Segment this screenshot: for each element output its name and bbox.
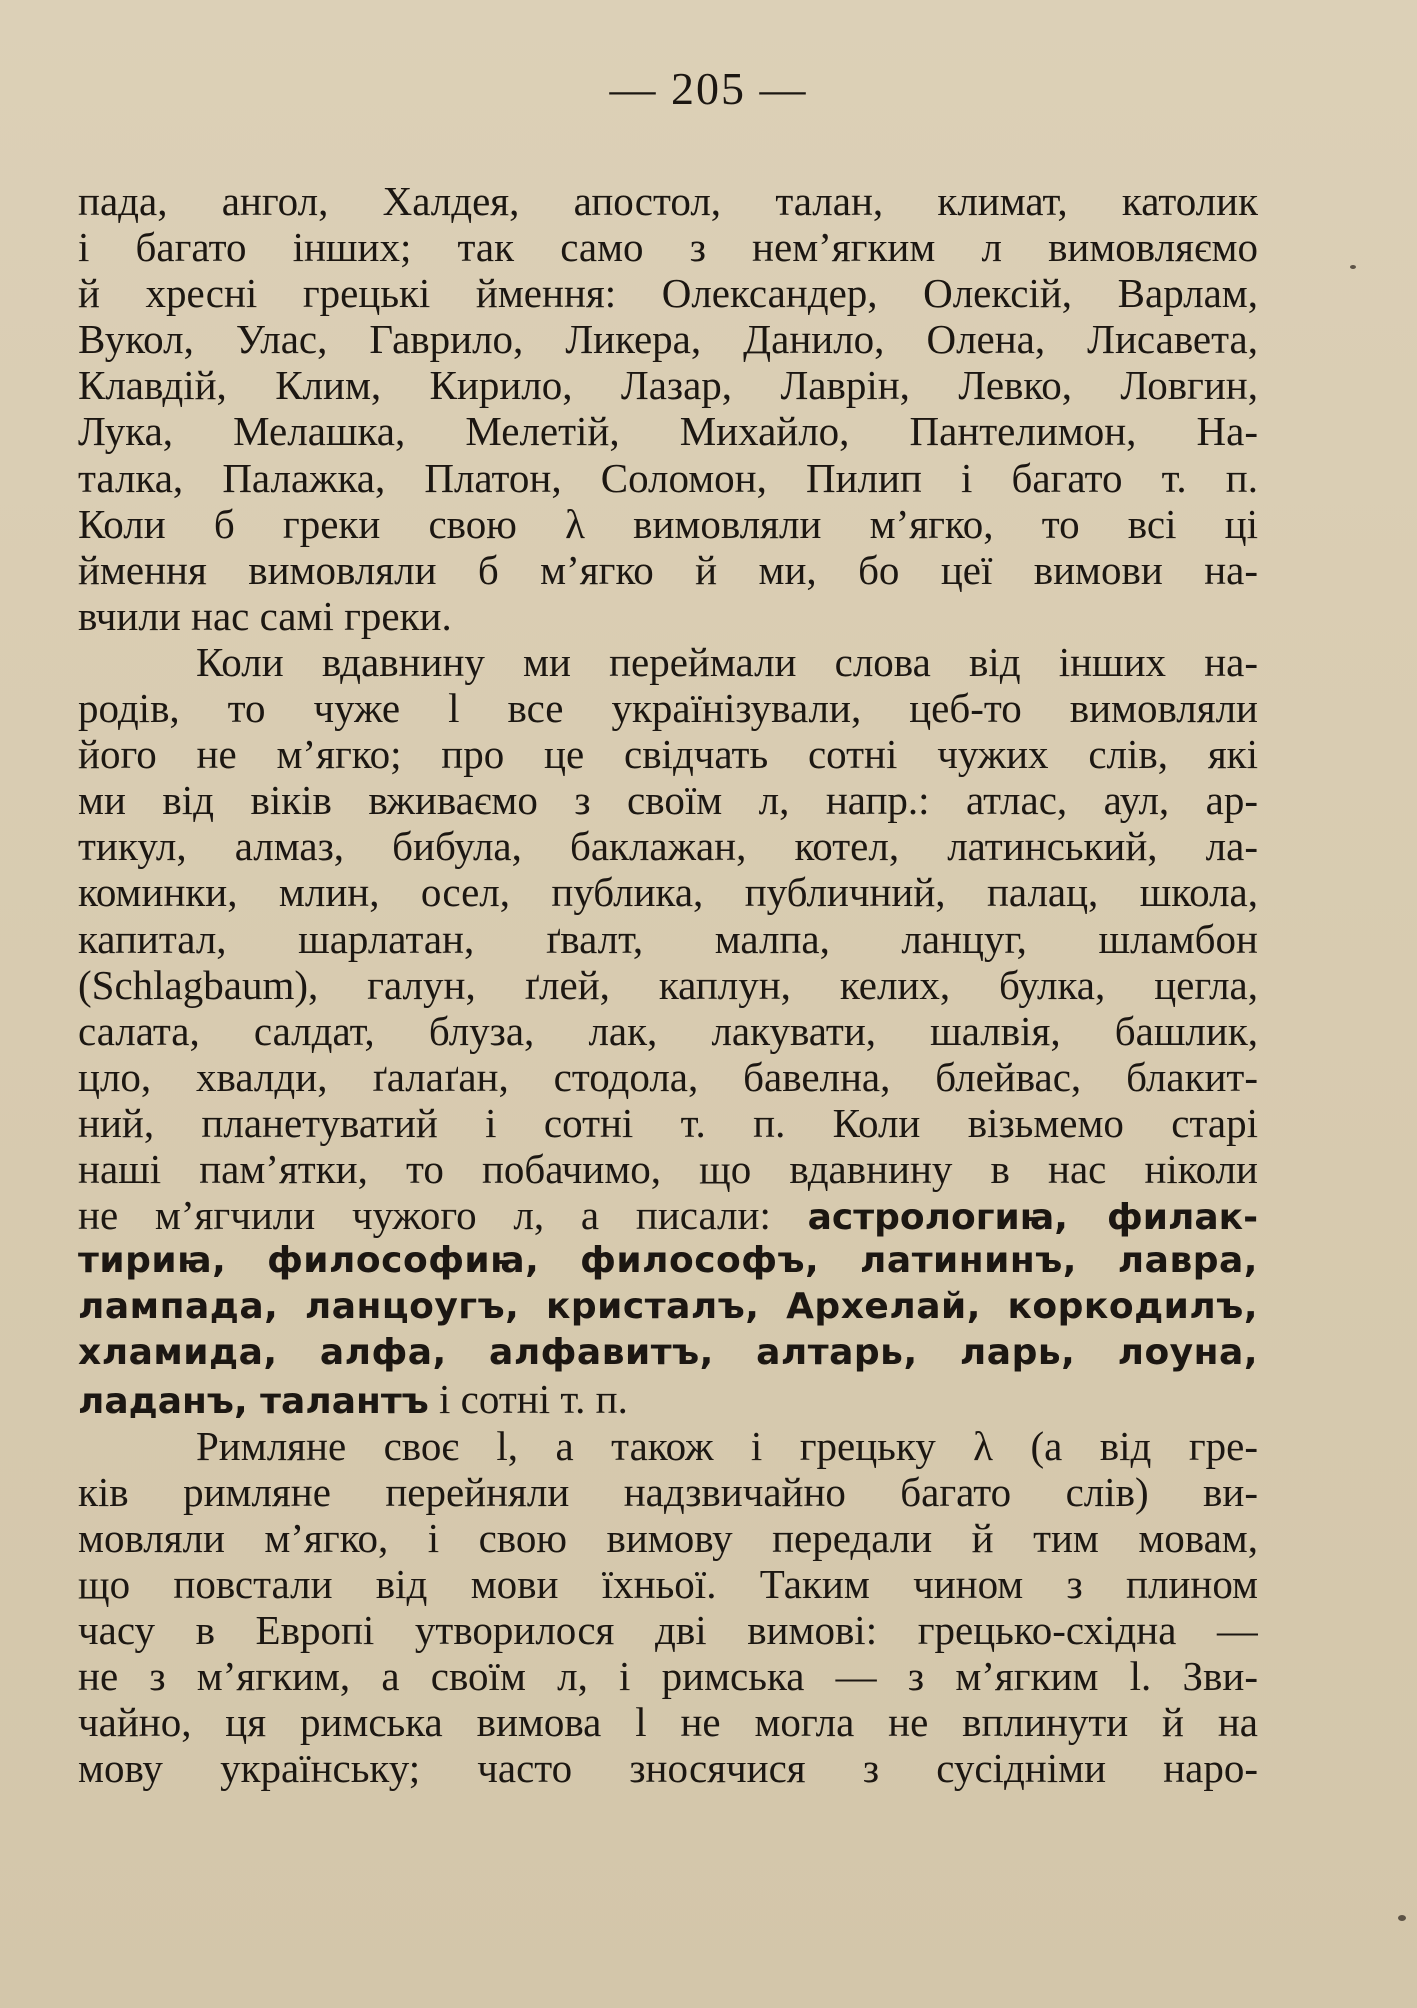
text-line: й хресні грецькі ймення: Олександер, Олексій, Варлам, <box>78 270 1258 317</box>
church-slavonic-line: тириꙗ, философиꙗ, философъ, латининъ, лавра, <box>78 1240 1258 1282</box>
text-line: салата, салдат, блуза, лак, лакувати, шалвія, башлик, <box>78 1007 1258 1054</box>
text-line: пада, ангол, Халдея, апостол, талан, климат, католик <box>78 178 1258 224</box>
text-line: цло, хвалди, ґалаґан, стодола, бавелна, блейвас, блакит- <box>78 1053 1258 1100</box>
text-line: Коли б греки свою λ вимовляли м’ягко, то всі ці <box>78 500 1258 547</box>
text-line: вчили нас самі греки. <box>78 592 452 639</box>
text-segment: не м’ягчили чужого л, а писали: <box>78 1192 771 1239</box>
text-line: ний, планетуватий і сотні т. п. Коли візьмемо старі <box>78 1099 1258 1146</box>
text-line: часу в Европі утворилося дві вимові: грецько-східна — <box>78 1606 1258 1653</box>
page-number: — 205 — <box>609 63 808 114</box>
ink-speck <box>1350 265 1356 269</box>
text-line: Клавдій, Клим, Кирило, Лазар, Лаврін, Левко, Ловгин, <box>78 362 1258 409</box>
church-slavonic-line: лампада, ланцоугъ, кристалъ, Архелай, коркодилъ, <box>78 1286 1258 1328</box>
text-line: талка, Палажка, Платон, Соломон, Пилип і багато т. п. <box>78 454 1258 501</box>
paragraph-start-line: Коли вдавнину ми переймали слова від інших на- <box>196 638 1258 685</box>
church-slavonic-segment: астрологиꙗ, филак- <box>807 1197 1258 1239</box>
text-line <box>78 1376 1258 1422</box>
text-line: наші пам’ятки, то побачимо, що вдавнину в нас ніколи <box>78 1145 1258 1192</box>
text-line: що повстали від мови їхньої. Таким чином з плином <box>78 1560 1258 1607</box>
text-line: ми від віків вживаємо з своїм л, напр.: атлас, аул, ар- <box>78 777 1258 824</box>
church-slavonic-line: хламида, алфа, алфавитъ, алтарь, ларь, лоуна, <box>78 1332 1258 1374</box>
text-line <box>78 1192 1258 1238</box>
ink-speck <box>1398 1915 1406 1921</box>
text-segment: і сотні т. п. <box>439 1376 628 1423</box>
text-line: родів, то чуже l все українізували, цеб-то вимовляли <box>78 685 1258 732</box>
text-line: ймення вимовляли б м’ягко й ми, бо цеї вимови на- <box>78 546 1258 593</box>
text-line: капитал, шарлатан, ґвалт, малпа, ланцуг, шламбон <box>78 915 1258 962</box>
text-line: і багато інших; так само з нем’ягким л вимовляємо <box>78 224 1258 271</box>
body-text <box>78 178 1258 1791</box>
paragraph-start-line: Римляне своє l, а також і грецьку λ (а від гре- <box>196 1422 1258 1469</box>
text-line: коминки, млин, осел, публика, публичний, палац, школа, <box>78 869 1258 916</box>
text-line: чайно, ця римська вимова l не могла не вплинути й на <box>78 1699 1258 1746</box>
text-line: Лука, Мелашка, Мелетій, Михайло, Пантелимон, На- <box>78 408 1258 455</box>
text-line: мову українську; часто зносячися з сусідніми наро- <box>78 1745 1258 1792</box>
text-line: не з м’ягким, а своїм л, і римська — з м’ягким l. Зви- <box>78 1653 1258 1699</box>
text-line: мовляли м’ягко, і свою вимову передали й тим мовам, <box>78 1514 1258 1561</box>
text-line: ків римляне перейняли надзвичайно багато слів) ви- <box>78 1468 1258 1515</box>
text-line: тикул, алмаз, бибула, баклажан, котел, латинський, ла- <box>78 823 1258 870</box>
church-slavonic-segment: ладанъ, талантъ <box>78 1381 429 1423</box>
text-line: (Schlagbaum), галун, ґлей, каплун, келих, булка, цегла, <box>78 961 1258 1008</box>
text-line: його не м’ягко; про це свідчать сотні чужих слів, які <box>78 731 1258 778</box>
text-line: Вукол, Улас, Гаврило, Ликера, Данило, Олена, Лисавета, <box>78 316 1258 363</box>
